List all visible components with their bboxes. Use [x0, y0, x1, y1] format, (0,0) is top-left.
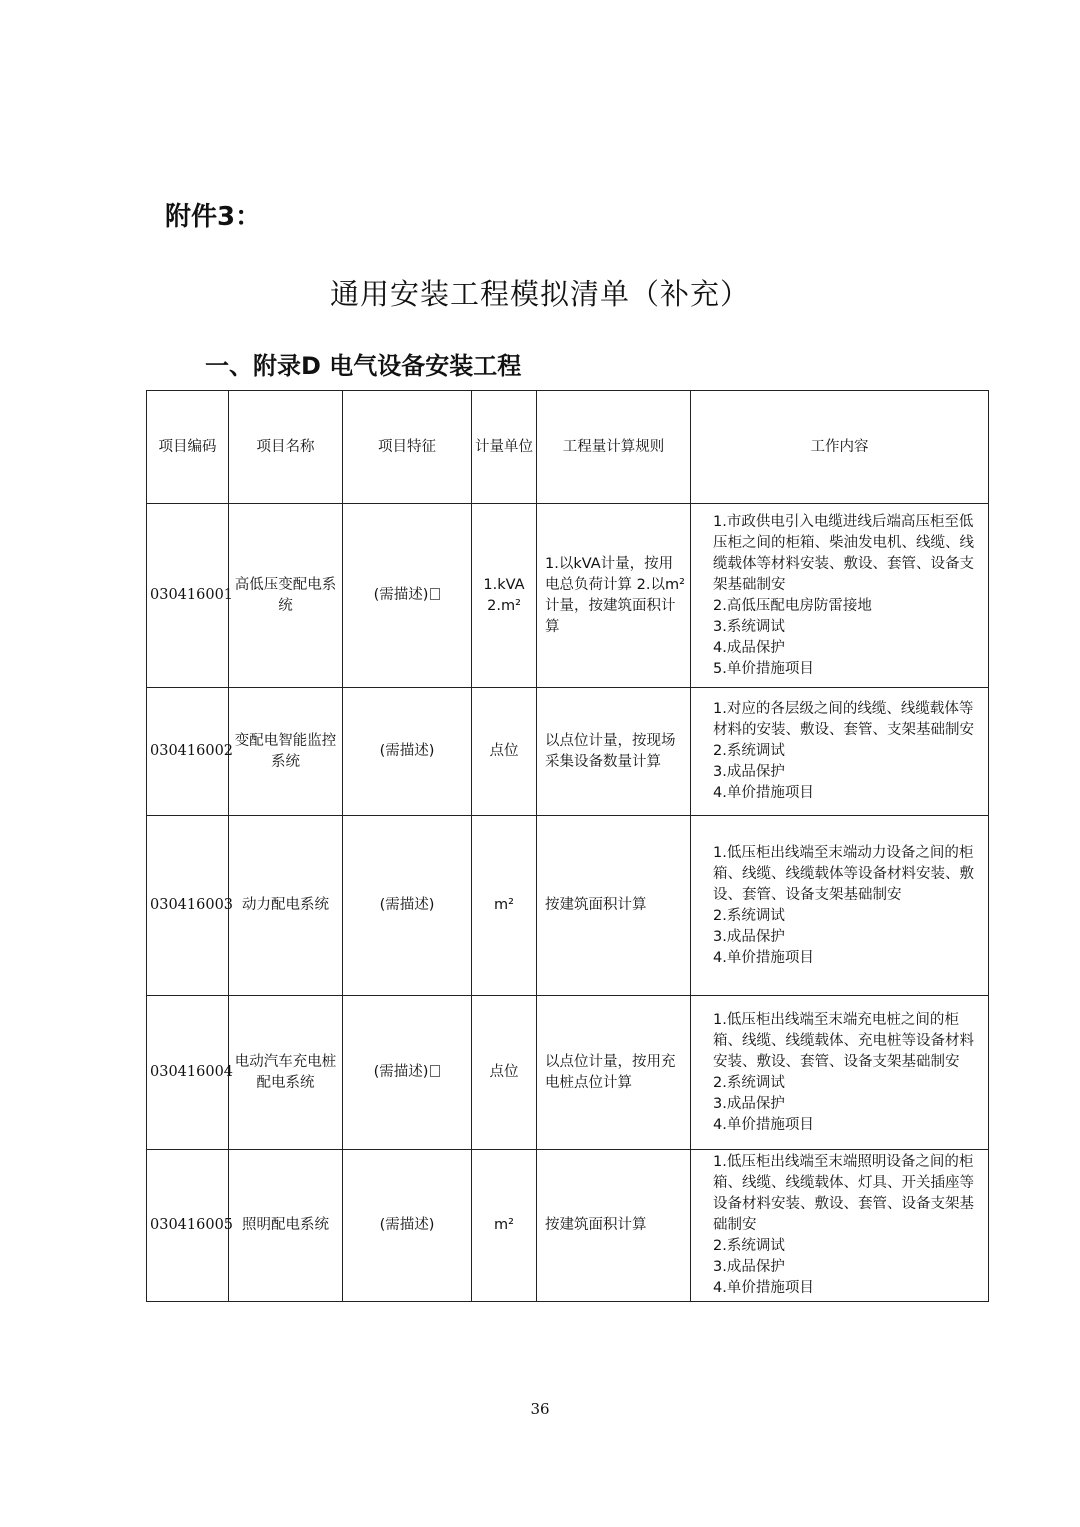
work-line: 2.系统调试	[713, 907, 785, 924]
item-name: 高低压变配电系统	[229, 504, 343, 688]
header-cell: 项目编码	[147, 391, 229, 504]
item-rule: 以点位计量，按现场采集设备数量计算	[537, 688, 691, 816]
item-feature: (需描述)	[343, 816, 472, 996]
item-code: 030416001	[147, 504, 229, 688]
item-code: 030416004	[147, 996, 229, 1150]
item-name: 变配电智能监控系统	[229, 688, 343, 816]
item-feature	[343, 996, 472, 1150]
item-work	[691, 816, 989, 996]
feature-text: (需描述)	[373, 587, 429, 603]
item-code: 030416002	[147, 688, 229, 816]
table-row	[147, 504, 989, 688]
work-line: 3.成品保护	[713, 1259, 785, 1275]
work-line: 3.成品保护	[713, 928, 785, 945]
unit-line: 2.m²	[487, 597, 521, 614]
item-code: 030416003	[147, 816, 229, 996]
item-work	[691, 504, 989, 688]
item-unit	[472, 688, 537, 816]
checkbox-glyph-icon	[430, 1065, 440, 1077]
work-line: 4.单价措施项目	[713, 785, 814, 801]
item-name: 动力配电系统	[229, 816, 343, 996]
work-line: 4.单价措施项目	[713, 949, 814, 966]
item-unit	[472, 816, 537, 996]
item-unit	[472, 996, 537, 1150]
item-rule: 按建筑面积计算	[537, 1150, 691, 1302]
work-line: 2.系统调试	[713, 743, 785, 759]
work-line: 1.低压柜出线端至末端照明设备之间的柜箱、线缆、线缆载体、灯具、开关插座等设备材料安装、敷设、套管、设备支架基础制安	[713, 1154, 974, 1233]
work-line: 3.成品保护	[713, 764, 785, 780]
work-line: 5.单价措施项目	[713, 660, 814, 677]
item-name: 照明配电系统	[229, 1150, 343, 1302]
document-title: 通用安装工程模拟清单（补充）	[329, 277, 750, 311]
item-work	[691, 688, 989, 816]
unit-line: 1.kVA	[483, 576, 525, 593]
table-row	[147, 688, 989, 816]
work-line: 3.成品保护	[713, 1095, 785, 1112]
unit-line: 点位	[489, 1064, 519, 1080]
item-unit	[472, 504, 537, 688]
work-line: 2.系统调试	[713, 1238, 785, 1254]
header-cell: 项目特征	[343, 391, 472, 504]
work-line: 1.低压柜出线端至末端动力设备之间的柜箱、线缆、线缆载体等设备材料安装、敷设、套管、设备支架基础制安	[713, 844, 974, 903]
unit-line: 点位	[489, 743, 519, 759]
section-heading: 一、附录D 电气设备安装工程	[205, 352, 522, 380]
work-line: 4.单价措施项目	[713, 1280, 814, 1296]
item-code: 030416005	[147, 1150, 229, 1302]
item-work	[691, 996, 989, 1150]
item-work	[691, 1150, 989, 1302]
item-feature	[343, 504, 472, 688]
attachment-label: 附件3：	[165, 202, 262, 232]
header-cell: 计量单位	[472, 391, 537, 504]
table-row	[147, 816, 989, 996]
item-feature: (需描述)	[343, 1150, 472, 1302]
table-header-row	[147, 391, 989, 504]
work-line: 2.高低压配电房防雷接地	[713, 597, 872, 614]
work-line: 4.单价措施项目	[713, 1116, 814, 1133]
checkbox-glyph-icon	[430, 588, 440, 600]
header-cell: 项目名称	[229, 391, 343, 504]
work-line: 1.市政供电引入电缆进线后端高压柜至低压柜之间的柜箱、柴油发电机、线缆、线缆载体等材料安装、敷设、套管、设备支架基础制安	[713, 513, 974, 593]
item-unit	[472, 1150, 537, 1302]
item-rule: 按建筑面积计算	[537, 816, 691, 996]
table-row	[147, 1150, 989, 1302]
item-name: 电动汽车充电桩配电系统	[229, 996, 343, 1150]
work-line: 3.系统调试	[713, 618, 785, 635]
item-rule: 1.以kVA计量，按用电总负荷计算 2.以m²计量，按建筑面积计算	[537, 504, 691, 688]
page-number: 36	[530, 1400, 550, 1418]
unit-line: m²	[494, 1217, 514, 1233]
feature-text: (需描述)	[373, 1064, 429, 1080]
header-cell: 工程量计算规则	[537, 391, 691, 504]
header-cell: 工作内容	[691, 391, 989, 504]
work-line: 1.对应的各层级之间的线缆、线缆载体等材料的安装、敷设、套管、支架基础制安	[713, 701, 974, 738]
item-rule: 以点位计量，按用充电桩点位计算	[537, 996, 691, 1150]
unit-line: m²	[494, 897, 514, 913]
work-line: 2.系统调试	[713, 1074, 785, 1091]
work-line: 4.成品保护	[713, 639, 785, 656]
item-feature: (需描述)	[343, 688, 472, 816]
work-line: 1.低压柜出线端至末端充电桩之间的柜箱、线缆、线缆载体、充电桩等设备材料安装、敷设、套管、设备支架基础制安	[713, 1011, 974, 1070]
bill-table	[146, 390, 989, 1302]
table-row	[147, 996, 989, 1150]
